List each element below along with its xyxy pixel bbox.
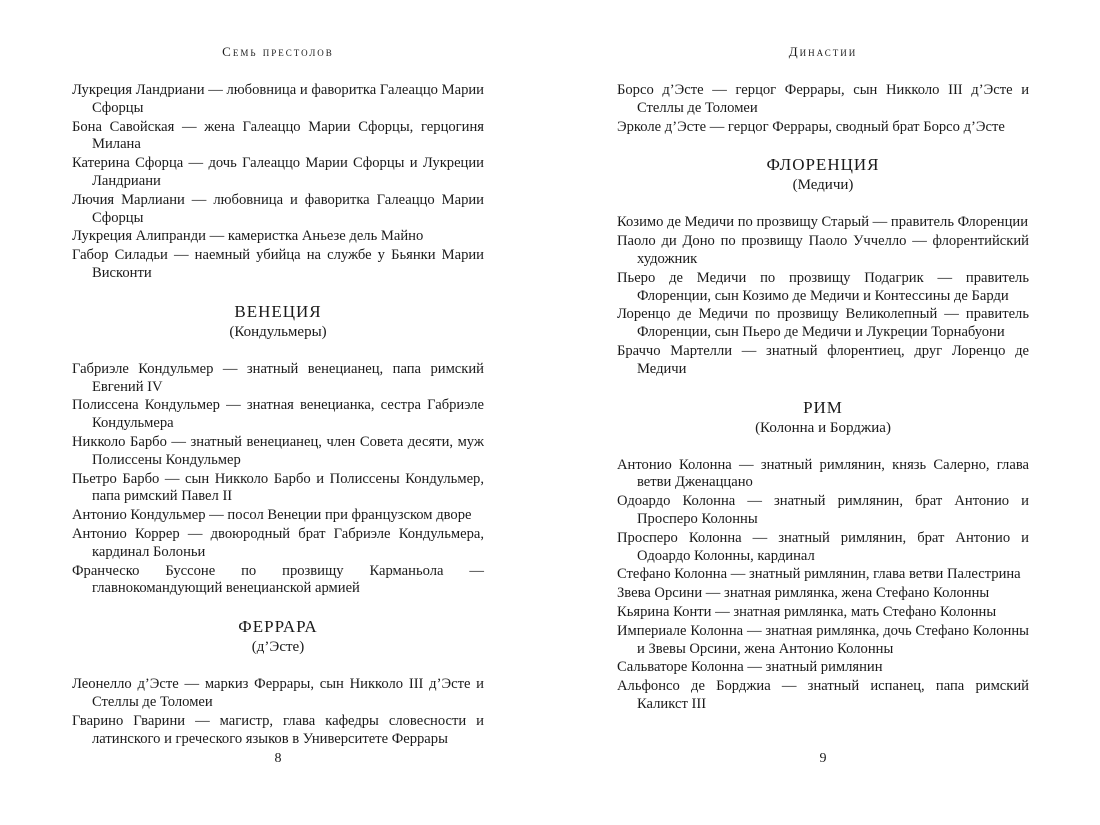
left-page-content xyxy=(72,82,484,749)
section-title: ВЕНЕЦИЯ xyxy=(234,301,322,321)
character-entry: Эрколе д’Эсте — герцог Феррары, сводный брат Борсо д’Эсте xyxy=(617,118,1005,135)
character-entry: Габор Силадьи — наемный убийца на службе у Бьянки Марии Висконти xyxy=(72,247,484,281)
section-subtitle: (Медичи) xyxy=(792,177,854,194)
entry-list xyxy=(72,82,484,283)
character-entry: Габриэле Кондульмер — знатный венецианец, папа римский Евгений IV xyxy=(72,360,484,395)
character-entry: Лукреция Ландриани — любовница и фаворитка Галеаццо Марии Сфорцы xyxy=(72,82,484,116)
entry-list xyxy=(72,676,484,748)
character-entry: Звева Орсини — знатная римлянка, жена Стефано Колонны xyxy=(617,585,990,602)
character-entry: Гварино Гварини — магистр, глава кафедры словесности и латинского и греческого языков в Университете Феррары xyxy=(72,712,484,747)
character-entry: Браччо Мартелли — знатный флорентиец, друг Лоренцо де Медичи xyxy=(617,342,1029,377)
character-entry: Просперо Колонна — знатный римлянин, брат Антонио и Одоардо Колонны, кардинал xyxy=(617,529,1029,564)
entry-list xyxy=(617,214,1029,378)
running-head: Семь престолов xyxy=(222,44,334,59)
character-entry: Лоренцо де Медичи по прозвищу Великолепный — правитель Флоренции, сын Пьеро де Медичи и Лукреции Торнабуони xyxy=(617,306,1029,341)
section-title: ФЕРРАРА xyxy=(238,617,318,637)
running-head: Династии xyxy=(788,44,858,59)
section-title: ФЛОРЕНЦИЯ xyxy=(766,155,880,175)
page-number: 8 xyxy=(274,751,282,766)
character-entry: Империале Колонна — знатная римлянка, дочь Стефано Колонны и Звевы Орсини, жена Антонио Колонны xyxy=(617,622,1029,657)
character-entry: Бона Савойская — жена Галеаццо Марии Сфорцы, герцогиня Милана xyxy=(72,118,484,153)
left-page xyxy=(72,0,484,825)
character-entry: Пьетро Барбо — сын Никколо Барбо и Полиссены Кондульмер, папа римский Павел II xyxy=(72,470,484,505)
section-subtitle: (д’Эсте) xyxy=(251,639,305,656)
character-entry: Катерина Сфорца — дочь Галеаццо Марии Сфорцы и Лукреции Ландриани xyxy=(72,155,484,189)
section-title: РИМ xyxy=(803,397,843,417)
section-subtitle: (Колонна и Борджиа) xyxy=(755,419,891,436)
character-entry: Полиссена Кондульмер — знатная венецианка, сестра Габриэле Кондульмера xyxy=(72,397,484,432)
character-entry: Леонелло д’Эсте — маркиз Феррары, сын Никколо III д’Эсте и Стеллы де Толомеи xyxy=(72,676,484,710)
character-entry: Антонио Колонна — знатный римлянин, князь Салерно, глава ветви Дженаццано xyxy=(617,456,1029,491)
character-entry: Сальваторе Колонна — знатный римлянин xyxy=(617,659,883,676)
character-entry: Паоло ди Доно по прозвищу Паоло Уччелло — флорентийский художник xyxy=(617,233,1029,267)
page-number: 9 xyxy=(819,751,827,766)
character-entry: Никколо Барбо — знатный венецианец, член Совета десяти, муж Полиссены Кондульмер xyxy=(72,433,484,468)
character-entry: Альфонсо де Борджиа — знатный испанец, папа римский Каликст III xyxy=(617,678,1029,712)
character-entry: Кьярина Конти — знатная римлянка, мать Стефано Колонны xyxy=(617,603,997,620)
entry-list xyxy=(617,82,1029,136)
section-florence xyxy=(617,155,1029,378)
character-entry: Одоардо Колонна — знатный римлянин, брат Антонио и Просперо Колонны xyxy=(617,493,1029,527)
right-page xyxy=(617,0,1029,825)
character-entry: Лукреция Алипранди — камеристка Аньезе дель Майно xyxy=(72,228,424,245)
section-subtitle: (Кондульмеры) xyxy=(229,323,327,340)
right-page-content xyxy=(617,82,1029,715)
entry-list xyxy=(72,361,484,598)
entry-list xyxy=(617,457,1029,714)
section-venice xyxy=(72,302,484,598)
character-entry: Борсо д’Эсте — герцог Феррары, сын Никколо III д’Эсте и Стеллы де Толомеи xyxy=(617,82,1029,116)
character-entry: Лючия Марлиани — любовница и фаворитка Галеаццо Марии Сфорцы xyxy=(72,191,484,226)
character-entry: Франческо Буссоне по прозвищу Карманьола — главнокомандующий венецианской армией xyxy=(72,562,484,597)
character-entry: Антонио Коррер — двоюродный брат Габриэле Кондульмера, кардинал Болоньи xyxy=(72,525,484,560)
section-ferrara xyxy=(72,617,484,748)
character-entry: Пьеро де Медичи по прозвищу Подагрик — правитель Флоренции, сын Козимо де Медичи и Контессины де Барди xyxy=(617,269,1029,304)
section-rome xyxy=(617,398,1029,714)
character-entry: Стефано Колонна — знатный римлянин, глава ветви Палестрина xyxy=(617,566,1021,583)
character-entry: Козимо де Медичи по прозвищу Старый — правитель Флоренции xyxy=(617,214,1029,231)
character-entry: Антонио Кондульмер — посол Венеции при французском дворе xyxy=(72,507,472,524)
